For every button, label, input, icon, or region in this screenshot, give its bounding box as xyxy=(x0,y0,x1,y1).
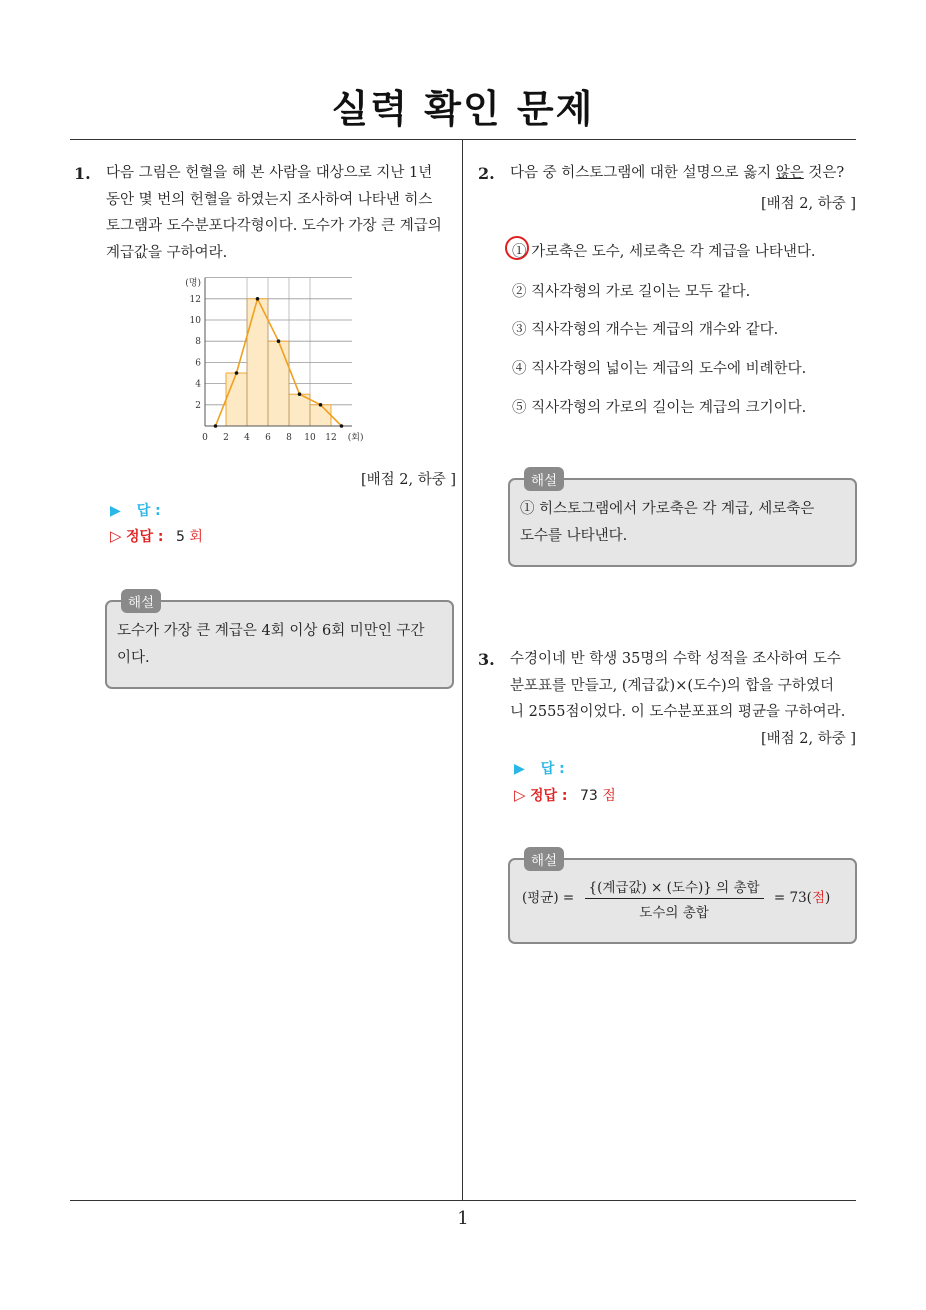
polygon-point xyxy=(298,392,302,396)
formula-denominator: 도수의 총합 xyxy=(639,905,709,921)
question-3-line: 니 2555점이었다. 이 도수분포표의 평균을 구하여라. xyxy=(510,704,846,720)
play-arrow-icon: ▶ xyxy=(514,761,525,777)
y-tick-label: 10 xyxy=(189,316,201,326)
explanation-tag: 해설 xyxy=(524,847,564,871)
explanation-text xyxy=(117,618,442,672)
outline-arrow-icon: ▷ xyxy=(514,786,526,804)
question-1-line: 토그램과 도수분포다각형이다. 도수가 가장 큰 계급의 xyxy=(106,218,442,234)
correct-label: 정답 : xyxy=(126,529,164,545)
question-1-explanation-box xyxy=(105,595,454,689)
histogram-bar xyxy=(247,299,268,426)
question-2-prefix: 다음 중 히스토그램에 대한 설명으로 옳지 xyxy=(510,165,776,181)
question-3-answer-row xyxy=(514,758,565,778)
choice-2[interactable]: ② 직사각형의 가로 길이는 모두 같다. xyxy=(512,284,751,300)
x-tick-label: 4 xyxy=(244,433,250,443)
explanation-text xyxy=(520,496,845,550)
question-3-line: 수경이네 반 학생 35명의 수학 성적을 조사하여 도수 xyxy=(510,651,841,667)
explanation-line: 도수가 가장 큰 계급은 4회 이상 6회 미만인 구간 xyxy=(117,623,425,639)
bottom-divider xyxy=(70,1200,856,1201)
polygon-point xyxy=(235,371,239,375)
y-tick-label: 12 xyxy=(189,294,201,305)
explanation-line: ① 히스토그램에서 가로축은 각 계급, 세로축은 xyxy=(520,501,815,517)
choice-1[interactable]: ① 가로축은 도수, 세로축은 각 계급을 나타낸다. xyxy=(512,244,816,260)
y-tick-label: 8 xyxy=(195,337,201,348)
question-1-text xyxy=(106,160,456,266)
x-tick-label: 2 xyxy=(223,433,229,443)
choice-5[interactable]: ⑤ 직사각형의 가로의 길이는 계급의 크기이다. xyxy=(512,400,807,416)
formula-fraction xyxy=(585,876,764,921)
histogram-bar xyxy=(310,405,331,426)
histogram-bar xyxy=(226,373,247,426)
x-tick-label: 12 xyxy=(325,433,337,443)
correct-value: 73 xyxy=(579,788,598,804)
correct-label: 정답 : xyxy=(530,788,568,804)
correct-value: 5 xyxy=(175,529,185,545)
play-arrow-icon: ▶ xyxy=(110,503,121,519)
formula-result: = 73( xyxy=(773,890,812,906)
explanation-formula xyxy=(522,876,830,921)
question-1-line: 다음 그림은 헌혈을 해 본 사람을 대상으로 지난 1년 xyxy=(106,165,433,181)
choice-3[interactable]: ③ 직사각형의 개수는 계급의 개수와 같다. xyxy=(512,322,779,338)
polygon-point xyxy=(277,339,281,343)
x-axis-label: (회) xyxy=(347,433,364,443)
polygon-point xyxy=(256,297,260,301)
question-3-text xyxy=(510,646,860,726)
question-3-number: 3. xyxy=(478,650,495,669)
explanation-tag: 해설 xyxy=(524,467,564,491)
page-number: 1 xyxy=(457,1208,469,1229)
correct-unit: 회 xyxy=(189,529,203,545)
x-tick-label: 8 xyxy=(286,433,292,443)
formula-numerator: {(계급값) × (도수)} 의 총합 xyxy=(585,876,764,899)
outline-arrow-icon: ▷ xyxy=(110,527,122,545)
y-tick-label: 2 xyxy=(195,400,201,411)
explanation-tag: 해설 xyxy=(121,589,161,613)
polygon-point xyxy=(214,424,218,428)
formula-unit: 점 xyxy=(811,890,825,906)
question-3-correct-row xyxy=(514,785,616,805)
histogram-chart xyxy=(185,270,375,445)
choice-4[interactable]: ④ 직사각형의 넓이는 계급의 도수에 비례한다. xyxy=(512,361,807,377)
explanation-line: 이다. xyxy=(117,650,150,666)
question-2-suffix: 것은? xyxy=(803,165,845,181)
question-2-explanation-box xyxy=(508,473,857,567)
question-3-meta: [배점 2, 하중 ] xyxy=(760,731,856,747)
question-1-line: 동안 몇 번의 헌혈을 하였는지 조사하여 나타낸 히스 xyxy=(106,191,433,208)
x-tick-label: 10 xyxy=(304,433,316,443)
correct-unit: 점 xyxy=(602,788,616,804)
question-2-emphasis: 않은 xyxy=(775,165,804,181)
x-tick-label: 0 xyxy=(202,433,208,443)
answer-label: 답 : xyxy=(540,761,565,777)
histogram-bar xyxy=(268,341,289,426)
question-2-text xyxy=(510,160,860,187)
column-divider xyxy=(462,140,463,1201)
polygon-point xyxy=(319,403,323,407)
question-1-correct-row xyxy=(110,526,203,546)
question-1-line: 계급값을 구하여라. xyxy=(106,244,228,261)
answer-label: 답 : xyxy=(136,503,161,519)
page-title: 실력 확인 문제 xyxy=(331,87,595,131)
histogram-bar xyxy=(289,394,310,426)
y-axis-label: (명) xyxy=(185,278,201,289)
question-2-number: 2. xyxy=(478,164,495,183)
question-1-answer-row xyxy=(110,500,161,520)
question-3-line: 분포표를 만들고, (계급값)×(도수)의 합을 구하였더 xyxy=(510,677,834,694)
formula-left: (평균) = xyxy=(522,890,575,906)
polygon-point xyxy=(340,424,344,428)
top-divider xyxy=(70,139,856,140)
question-2-meta: [배점 2, 하중 ] xyxy=(760,196,856,212)
y-tick-label: 6 xyxy=(195,358,201,369)
y-tick-label: 4 xyxy=(195,379,201,390)
question-1-number: 1. xyxy=(74,164,91,183)
x-tick-label: 6 xyxy=(265,433,271,443)
explanation-line: 도수를 나타낸다. xyxy=(520,528,628,544)
question-1-meta: [배점 2, 하중 ] xyxy=(360,472,456,488)
question-3-explanation-box xyxy=(508,853,857,944)
formula-close: ) xyxy=(824,890,831,906)
